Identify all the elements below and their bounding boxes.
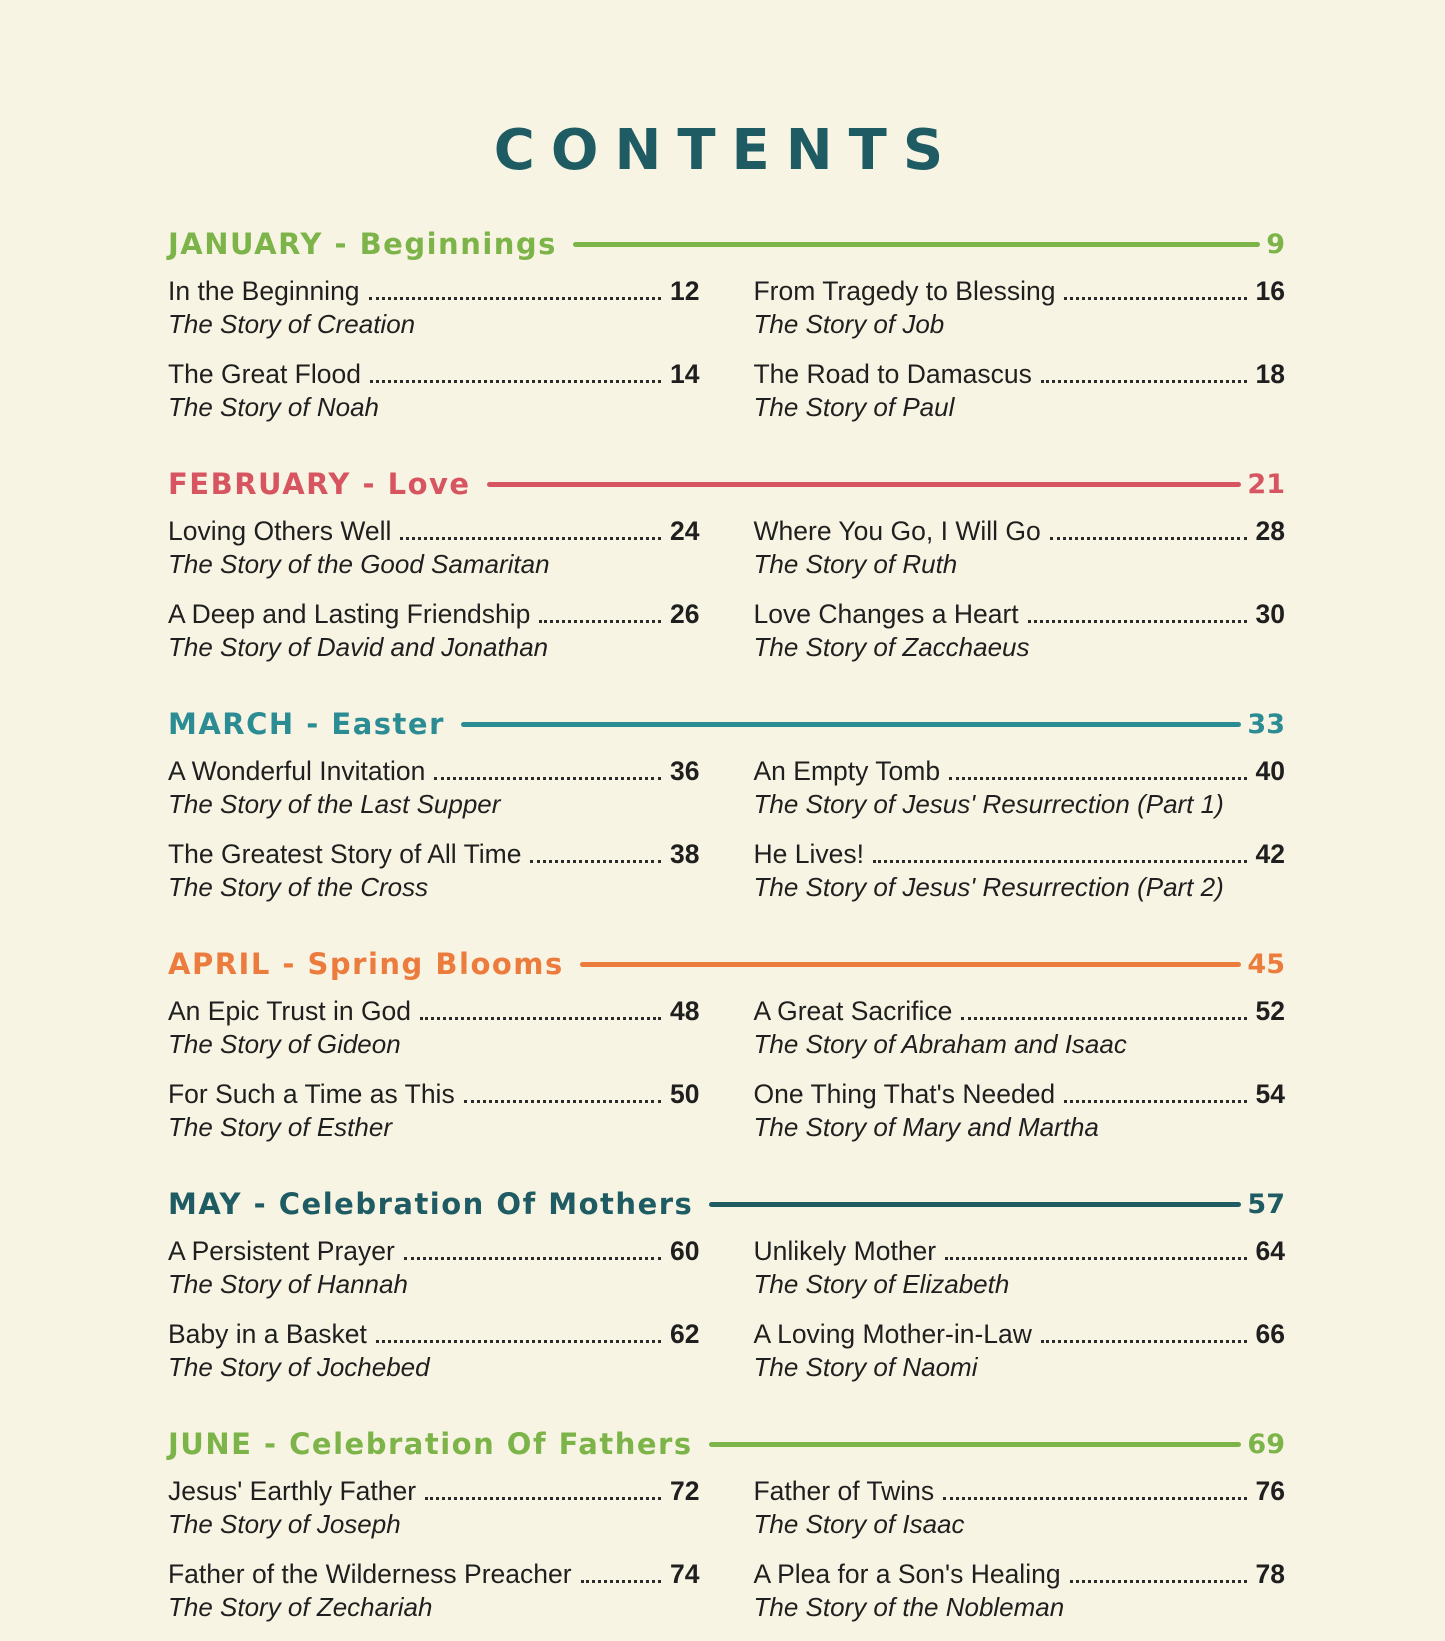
entry-page-number: 76 <box>1255 1476 1285 1506</box>
dotted-leader <box>400 537 661 540</box>
section-page-number: 21 <box>1247 468 1285 500</box>
section-rule <box>709 1442 1242 1447</box>
entry-page-number: 54 <box>1255 1079 1285 1109</box>
entry-title: From Tragedy to Blessing <box>753 276 1056 306</box>
toc-entry <box>168 358 700 424</box>
toc-entry <box>754 1558 1286 1624</box>
entry-title: The Greatest Story of All Time <box>168 839 522 869</box>
entry-subtitle: The Story of Jesus' Resurrection (Part 2) <box>753 872 1224 902</box>
toc-entry <box>168 515 700 581</box>
entry-title: A Great Sacrifice <box>753 996 953 1026</box>
entry-line <box>168 995 700 1028</box>
dotted-leader <box>945 1257 1246 1260</box>
section-page-number: 57 <box>1247 1188 1285 1220</box>
entry-line <box>754 598 1286 631</box>
dotted-leader <box>376 1340 661 1343</box>
entry-title: Where You Go, I Will Go <box>753 516 1041 546</box>
entry-title: Loving Others Well <box>168 516 392 546</box>
entry-line <box>168 1078 700 1111</box>
entry-title: The Road to Damascus <box>753 359 1032 389</box>
toc-entry <box>168 995 700 1061</box>
section-page-number: 69 <box>1247 1428 1285 1460</box>
entry-title: In the Beginning <box>168 276 360 306</box>
dotted-leader <box>404 1257 661 1260</box>
entry-page-number: 60 <box>670 1236 700 1266</box>
entry-line <box>754 1558 1286 1591</box>
entry-page-number: 12 <box>670 276 700 306</box>
entry-title: One Thing That's Needed <box>753 1079 1056 1109</box>
toc-entry <box>168 275 700 341</box>
section-rule <box>487 482 1242 487</box>
section-page-number: 9 <box>1266 228 1285 260</box>
entry-subtitle: The Story of Abraham and Isaac <box>753 1029 1127 1059</box>
entry-title: A Deep and Lasting Friendship <box>168 599 531 629</box>
entry-line <box>754 1235 1286 1268</box>
entry-title: A Persistent Prayer <box>168 1236 395 1266</box>
section-heading-label: FEBRUARY - Love <box>168 467 471 501</box>
entry-subtitle: The Story of Jochebed <box>168 1352 430 1382</box>
toc-entry <box>168 838 700 904</box>
entry-page-number: 24 <box>670 516 700 546</box>
entry-line <box>168 358 700 391</box>
toc-column <box>754 995 1286 1161</box>
toc-column <box>754 515 1286 681</box>
toc-column <box>754 1235 1286 1401</box>
entry-line <box>168 755 700 788</box>
entry-subtitle: The Story of Paul <box>753 392 955 422</box>
toc-entry <box>754 1078 1286 1144</box>
section-heading-label: MARCH - Easter <box>168 707 445 741</box>
entry-subtitle: The Story of Joseph <box>168 1509 401 1539</box>
toc-column <box>754 755 1286 921</box>
toc-section <box>168 467 1285 681</box>
entry-subtitle: The Story of the Nobleman <box>753 1592 1065 1622</box>
entry-line <box>754 275 1286 308</box>
section-heading <box>168 1187 1285 1221</box>
toc-section <box>168 227 1285 441</box>
toc-entry <box>754 755 1286 821</box>
entry-page-number: 42 <box>1255 839 1285 869</box>
entry-page-number: 26 <box>670 599 700 629</box>
entry-title: Love Changes a Heart <box>753 599 1019 629</box>
section-columns <box>168 515 1285 681</box>
entry-page-number: 50 <box>670 1079 700 1109</box>
dotted-leader <box>961 1017 1246 1020</box>
page-title: CONTENTS <box>493 118 960 183</box>
entry-page-number: 78 <box>1255 1559 1285 1589</box>
dotted-leader <box>581 1580 661 1583</box>
entry-title: Unlikely Mother <box>753 1236 937 1266</box>
dotted-leader <box>369 297 661 300</box>
entry-line <box>168 1318 700 1351</box>
toc-column <box>754 1475 1286 1641</box>
dotted-leader <box>434 777 661 780</box>
entry-subtitle: The Story of the Good Samaritan <box>168 549 550 579</box>
toc-section <box>168 1187 1285 1401</box>
entry-page-number: 52 <box>1255 996 1285 1026</box>
toc-section <box>168 947 1285 1161</box>
entry-subtitle: The Story of Ruth <box>753 549 958 579</box>
entry-page-number: 74 <box>670 1559 700 1589</box>
entry-line <box>168 1235 700 1268</box>
entry-subtitle: The Story of Jesus' Resurrection (Part 1) <box>753 789 1224 819</box>
entry-subtitle: The Story of Hannah <box>168 1269 408 1299</box>
entry-line <box>168 275 700 308</box>
entry-line <box>754 838 1286 871</box>
section-columns <box>168 1475 1285 1641</box>
entry-page-number: 66 <box>1255 1319 1285 1349</box>
entry-subtitle: The Story of Elizabeth <box>753 1269 1010 1299</box>
toc-entry <box>754 515 1286 581</box>
entry-title: For Such a Time as This <box>168 1079 455 1109</box>
toc-entry <box>754 358 1286 424</box>
entry-title: Baby in a Basket <box>168 1319 367 1349</box>
section-page-number: 45 <box>1247 948 1285 980</box>
section-heading-label: MAY - Celebration Of Mothers <box>168 1187 694 1221</box>
section-columns <box>168 755 1285 921</box>
dotted-leader <box>425 1497 661 1500</box>
dotted-leader <box>943 1497 1246 1500</box>
entry-subtitle: The Story of Esther <box>168 1112 392 1142</box>
toc-entry <box>168 755 700 821</box>
toc-column <box>168 1475 700 1641</box>
toc-column <box>168 1235 700 1401</box>
toc-entry <box>168 1078 700 1144</box>
entry-page-number: 48 <box>670 996 700 1026</box>
entry-title: A Plea for a Son's Healing <box>753 1559 1061 1589</box>
entry-subtitle: The Story of Zechariah <box>168 1592 433 1622</box>
section-heading-label: JUNE - Celebration Of Fathers <box>168 1427 693 1461</box>
toc-column <box>168 275 700 441</box>
toc-entry <box>754 1475 1286 1541</box>
toc-entry <box>754 838 1286 904</box>
section-rule <box>573 242 1260 247</box>
entry-page-number: 28 <box>1255 516 1285 546</box>
entry-line <box>168 838 700 871</box>
entry-line <box>754 1318 1286 1351</box>
dotted-leader <box>1050 537 1247 540</box>
entry-title: He Lives! <box>753 839 864 869</box>
entry-subtitle: The Story of Isaac <box>753 1509 965 1539</box>
toc-entry <box>754 995 1286 1061</box>
entry-page-number: 40 <box>1255 756 1285 786</box>
dotted-leader <box>1064 1100 1246 1103</box>
entry-line <box>168 1475 700 1508</box>
entry-title: A Loving Mother-in-Law <box>753 1319 1032 1349</box>
entry-line <box>754 515 1286 548</box>
entry-subtitle: The Story of Gideon <box>168 1029 401 1059</box>
dotted-leader <box>530 860 661 863</box>
entry-subtitle: The Story of the Cross <box>168 872 429 902</box>
section-heading <box>168 947 1285 981</box>
dotted-leader <box>1028 620 1247 623</box>
entry-line <box>168 598 700 631</box>
entry-line <box>754 358 1286 391</box>
toc-entry <box>754 1235 1286 1301</box>
entry-page-number: 72 <box>670 1476 700 1506</box>
toc-entry <box>168 1318 700 1384</box>
entry-line <box>168 515 700 548</box>
entry-title: An Empty Tomb <box>753 756 941 786</box>
entry-subtitle: The Story of Naomi <box>753 1352 978 1382</box>
toc-entry <box>754 1318 1286 1384</box>
section-heading-label: JANUARY - Beginnings <box>168 227 557 261</box>
entry-subtitle: The Story of Job <box>753 309 945 339</box>
toc-entry <box>168 1558 700 1624</box>
entry-page-number: 30 <box>1255 599 1285 629</box>
toc-entry <box>168 598 700 664</box>
entry-title: Jesus' Earthly Father <box>168 1476 417 1506</box>
entry-subtitle: The Story of Creation <box>168 309 416 339</box>
section-heading <box>168 707 1285 741</box>
entry-page-number: 16 <box>1255 276 1285 306</box>
toc-column <box>754 275 1286 441</box>
section-heading <box>168 467 1285 501</box>
entry-page-number: 62 <box>670 1319 700 1349</box>
dotted-leader <box>949 777 1246 780</box>
section-heading <box>168 227 1285 261</box>
entry-subtitle: The Story of Zacchaeus <box>753 632 1030 662</box>
entry-page-number: 64 <box>1255 1236 1285 1266</box>
entry-title: Father of the Wilderness Preacher <box>168 1559 572 1589</box>
section-rule <box>709 1202 1241 1207</box>
section-heading-label: APRIL - Spring Blooms <box>168 947 564 981</box>
entry-subtitle: The Story of Mary and Martha <box>753 1112 1099 1142</box>
entry-title: A Wonderful Invitation <box>168 756 426 786</box>
dotted-leader <box>1070 1580 1247 1583</box>
toc-column <box>168 515 700 681</box>
toc-section <box>168 707 1285 921</box>
dotted-leader <box>1041 380 1247 383</box>
toc-section <box>168 1427 1285 1641</box>
section-columns <box>168 995 1285 1161</box>
section-heading <box>168 1427 1285 1461</box>
section-page-number: 33 <box>1247 708 1285 740</box>
toc-sections <box>168 227 1285 1641</box>
dotted-leader <box>370 380 661 383</box>
toc-column <box>168 755 700 921</box>
entry-page-number: 18 <box>1255 359 1285 389</box>
entry-title: Father of Twins <box>753 1476 935 1506</box>
entry-line <box>754 1078 1286 1111</box>
entry-page-number: 36 <box>670 756 700 786</box>
section-rule <box>461 722 1242 727</box>
section-columns <box>168 275 1285 441</box>
dotted-leader <box>1064 297 1246 300</box>
toc-column <box>168 995 700 1161</box>
entry-subtitle: The Story of David and Jonathan <box>168 632 549 662</box>
entry-line <box>754 995 1286 1028</box>
entry-title: The Great Flood <box>168 359 361 389</box>
toc-entry <box>754 598 1286 664</box>
entry-line <box>168 1558 700 1591</box>
entry-page-number: 38 <box>670 839 700 869</box>
dotted-leader <box>873 860 1247 863</box>
section-rule <box>580 962 1242 967</box>
dotted-leader <box>539 620 661 623</box>
section-columns <box>168 1235 1285 1401</box>
entry-title: An Epic Trust in God <box>168 996 412 1026</box>
entry-subtitle: The Story of Noah <box>168 392 379 422</box>
entry-line <box>754 755 1286 788</box>
dotted-leader <box>420 1017 661 1020</box>
toc-entry <box>168 1475 700 1541</box>
entry-line <box>754 1475 1286 1508</box>
entry-page-number: 14 <box>670 359 700 389</box>
toc-entry <box>168 1235 700 1301</box>
dotted-leader <box>464 1100 661 1103</box>
toc-entry <box>754 275 1286 341</box>
dotted-leader <box>1041 1340 1247 1343</box>
entry-subtitle: The Story of the Last Supper <box>168 789 501 819</box>
